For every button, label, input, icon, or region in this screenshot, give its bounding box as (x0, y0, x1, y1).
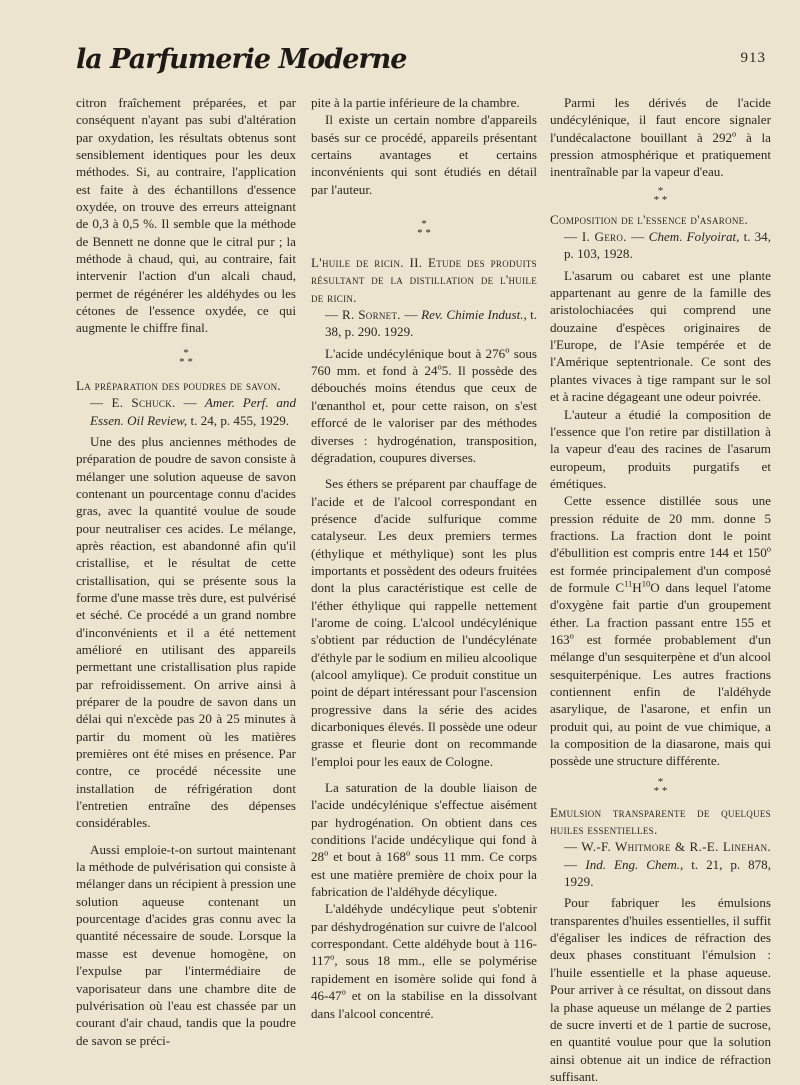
article-heading: L'huile de ricin. II. Etude des produits résultant de la distillation de l'huile de ricin. — R. Sornet. — Rev. Chimie Indust., t. 38, p. 290. 1929. (311, 255, 537, 340)
page-header (76, 44, 766, 92)
column-3 (550, 94, 771, 1085)
paragraph: citron fraîchement préparées, et par conséquent n'ayant pas subi d'altération par oxydation, les résultats obtenus sont sensiblement identiques pour les deux méthodes. Si, au contraire, l'application est faite à des échantillons d'essence oxydée, on trouve des erreurs atteignant de 0,3 à 0,5 %. Il semble que la méthode de Bennett ne donne que le citral pur ; la méthode à chaud, qui, au contraire, fait intervenir l'action d'un alcali chaud, permet de régénérer les aldéhydes ou les cétones de l'essence oxydée, ce qui augmente le chiffre final. (76, 95, 296, 336)
paragraph: Ses éthers se préparent par chauffage de l'acide et de l'alcool correspondant en présence d'acide sulfurique comme catalyseur. Les deux premiers termes (éthylique et méthylique) sont les plus importants et possèdent des odeurs fruitées dont la plus caractéristique est celle de l'éther éthylique qui rappelle nettement l'arome de coing. L'alcool undécylénique s'obtient par réduction de l'undécylénate d'éthyle par le sodium en milieu alcoolique (alcool amylique). Ce produit constitue un point de départ intéressant pour l'ascension progressive dans la série des acides dicarboniques élevés. Il possède une odeur grasse et fleurie dont on recommande l'emploi pour les eaux de Cologne. (311, 476, 537, 769)
article-heading: Composition de l'essence d'asarone. — I. Gero. — Chem. Folyoirat, t. 34, p. 103, 1928. (550, 211, 771, 262)
paragraph: Cette essence distillée sous une pression réduite de 20 mm. donne 5 fractions. La fraction dont le point d'ébullition est compris entre 144 et 150$^o$ est formée principalement d'un composé de formule $C^{11}H^{10}O$ dans lequel l'atome d'oxygène fait partie d'un groupement éther. La fraction passant entre 155 et 163$^o$ est formée probablement d'un mélange d'un sesquiterpène et d'un alcool sesquiterpénique. Les autres fractions contiennent enfin de l'aldéhyde asarylique, de l'asarone, et enfin un produit qui, au point de vue chimique, a la composition de la diasarone, mais qui possède une structure différente. (550, 493, 771, 769)
column-1 (76, 94, 296, 1049)
article-heading: La préparation des poudres de savon. — E. Schuck. — Amer. Perf. and Essen. Oil Review, t. 24, p. 455, 1929. (76, 377, 297, 428)
paragraph: L'aldéhyde undécylique peut s'obtenir par déshydrogénation sur cuivre de l'alcool correspondant. Cette aldéhyde bout à 116-117$^o$, sous 18 mm., elle se polymérise rapidement en isomère solide qui fond à 46-47$^o$ et on la stabilise en la dissolvant dans l'alcool concentré. (311, 901, 537, 1021)
paragraph: Une des plus anciennes méthodes de préparation de poudre de savon consiste à mélanger une solution aqueuse de savon contenant un pourcentage connu d'acides gras, avec la quantité voulue de soude pour neutraliser ces acides. Le mélange, après réaction, est abandonné afin qu'il cristallise, et le résultat de cette cristallisation, qui se présente sous la forme d'une masse très dure, est pulvérisé et séché. Ce procédé a un grand nombre d'inconvénients et il a été nettement amélioré en utilisant des appareils permettant une cristallisation plus rapide par refroidissement. On arrive ainsi à préparer de la poudre de savon dans un délai qui n'excède pas 20 à 25 minutes à partir du moment où les matières premières ont été mises en présence. Par contre, ce procédé nécessite une installation de réfrigération dont l'entretien entraîne des dépenses considérables. (76, 433, 296, 831)
paragraph: L'acide undécylénique bout à 276$^o$ sous 760 mm. et fond à 24$^o$5. Il possède des débouchés moins étendus que ceux de l'œnanthol et, pour cette raison, on s'est efforcé de le valoriser par des méthodes diverses : hydrogénation, transposition, dégradation, coupures diverses. (311, 344, 538, 465)
section-ornament: * * * (653, 184, 668, 206)
paragraph: L'asarum ou cabaret est une plante appartenant au genre de la famille des aristolochiacées qui comprend une douzaine d'espèces originaires de l'Europe, de l'Asie tempérée et de l'Amérique septentrionale. Ce sont des plantes vivaces à tige rampant sur le sol et à racine dégageant une odeur poivrée. (550, 267, 771, 405)
paragraph: Il existe un certain nombre d'appareils basés sur ce procédé, appareils présentant certains avantages et certains inconvénients qui sont étudiés en détail par l'auteur. (311, 112, 537, 197)
column-2 (311, 94, 537, 1022)
section-ornament: * * * (653, 775, 668, 797)
paragraph: pite à la partie inférieure de la chambre. (311, 95, 520, 110)
journal-logo: la Parfumerie Moderne (76, 44, 407, 75)
paragraph: Parmi les dérivés de l'acide undécylénique, il faut encore signaler l'undécalactone bouillant à 292$^o$ à la pression atmosphérique et pratiquement inentraînable par la vapeur d'eau. (550, 95, 771, 180)
section-ornament: * * * (417, 218, 431, 240)
section-ornament: * * * (179, 346, 193, 368)
paragraph: Pour fabriquer les émulsions transparentes d'huiles essentielles, il suffit d'égaliser les indices de réfraction des deux phases constituant l'émulsion : l'huile essentielle et la phase aqueuse. Pour arriver à ce résultat, on dissout dans la phase aqueuse un mélange de 2 parties de sucre inverti et de 1 partie de sucrose, en quantité voulue pour que la solution ainsi obtenue ait un indice de réfraction suffisant. (550, 895, 771, 1084)
paragraph: La saturation de la double liaison de l'acide undécylénique s'effectue aisément par hydrogénation. On obtient dans ces conditions l'acide undécylique qui fond à 28$^o$ et bout à 168$^o$ sous 11 mm. Ce corps est une matière première de choix pour la fabrication de l'aldéhyde décylique. (311, 780, 537, 900)
paragraph: Aussi emploie-t-on surtout maintenant la méthode de pulvérisation qui consiste à mélanger dans un récipient à pression une solution aqueuse contenant un pourcentage d'acides gras connu avec la quantité nécessaire de soude. Lorsque la masse est devenue homogène, on l'expulse par l'intermédiaire de vaporisateur dans une chambre dite de pulvérisation où l'eau est chassée par un courant d'air chaud, tandis que la poudre de savon se préci- (76, 841, 296, 1048)
page-number: 913 (740, 50, 766, 66)
paragraph: L'auteur a étudié la composition de l'essence que l'on retire par distillation à la vapeur d'eau des racines de l'asarum europeum, produits purgatifs et émétiques. (550, 406, 771, 491)
article-heading: Emulsion transparente de quelques huiles essentielles. — W.-F. Whitmore & R.-E. Linehan. — Ind. Eng. Chem., t. 21, p. 878, 1929. (550, 804, 772, 890)
